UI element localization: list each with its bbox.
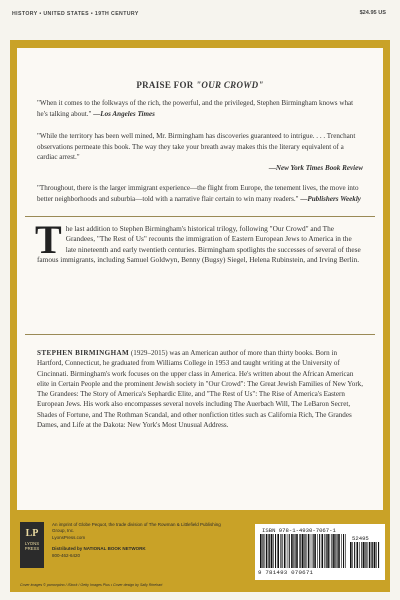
- cover-credits: Cover images © pomonpino / iStock / Getty Images Plus • Cover design by Sally Rinehart: [20, 583, 163, 587]
- price-addon-barcode: [350, 542, 380, 568]
- quote-2-attribution: —New York Times Book Review: [268, 163, 363, 172]
- imprint-line: An imprint of Globe Pequot, the trade division of The Rowman & Littlefield Publishing Group, Inc.: [52, 522, 221, 533]
- divider-top: [25, 216, 375, 217]
- ean-number: 9 781493 070671: [258, 569, 314, 576]
- quote-3: "Throughout, there is the larger immigrant experience—the flight from Europe, the tenement lives, the move into better neighborhoods and suburbia—told with a narrative flair certain to win many readers." —Publishers Weekly: [37, 184, 361, 203]
- quote-3-attribution: —Publishers Weekly: [300, 194, 361, 203]
- quote-1: "When it comes to the folkways of the rich, the powerful, and the privileged, Stephen Birmingham knows what he's talking about." —Los Angeles Times: [37, 99, 354, 118]
- distributor-line: Distributed by NATIONAL BOOK NETWORK: [52, 546, 146, 551]
- lyons-press-logo: LP LYONS PRESS: [20, 522, 44, 568]
- author-name: STEPHEN BIRMINGHAM: [37, 349, 130, 357]
- quote-1-attribution: —Los Angeles Times: [93, 109, 155, 118]
- top-bar: [0, 0, 400, 28]
- price-label: $24.95 US: [359, 10, 386, 16]
- book-description: The last addition to Stephen Birmingham's historical trilogy, following "Our Crowd" and The Grandees, "The Rest of Us" recounts the immigration of Eastern European Jews to America in the late nineteenth and early twentieth centuries. Birmingham spotlights the successes of several of these famous immigrants, including Samuel Goldwyn, Benny (Bugsy) Siegel, Helena Rubinstein, and Irving Berlin.: [35, 217, 361, 265]
- isbn-text: ISBN 978-1-4930-7067-1: [262, 527, 336, 534]
- drop-cap: T: [35, 217, 62, 262]
- divider-bottom: [25, 334, 375, 335]
- praise-heading: PRAISE FOR "OUR CROWD": [136, 80, 264, 90]
- publisher-website: LyonsPress.com: [52, 535, 86, 540]
- distributor-phone: 800-462-6420: [52, 553, 81, 558]
- price-code: 52495: [352, 535, 369, 542]
- author-bio: STEPHEN BIRMINGHAM (1929–2015) was an American author of more than thirty books. Born in Hartford, Connecticut, he graduated from Williams College in 1953 and taught writing at the University of Cincinnati. Birmingham's work focuses on the upper class in America. He's written about the African American elite in Certain People and the prominent Jewish society in "Our Crowd": The Great Jewish Families of New York, The Grandees: The Story of America's Sephardic Elite, and "The Rest of Us": The Rise of America's Eastern European Jews. His work also encompasses several novels including The Auerbach Will, The LeBaron Secret, Shades of Fortune, and The Rothman Scandal, and other nonfiction titles such as California Rich, The Grandes Dames, and Life at the Dakota: New York's Most Unusual Address.: [37, 349, 364, 430]
- ean-barcode: [260, 534, 346, 568]
- quote-2: "While the territory has been well mined, Mr. Birmingham has discoveries guaranteed to intrigue. . . . Trenchant observations permeate this book. The way they take your breath away makes this the literary equivalent of a cardiac arrest." —New York Times Book Review: [37, 132, 363, 172]
- category-line: HISTORY • UNITED STATES • 19TH CENTURY: [12, 11, 139, 17]
